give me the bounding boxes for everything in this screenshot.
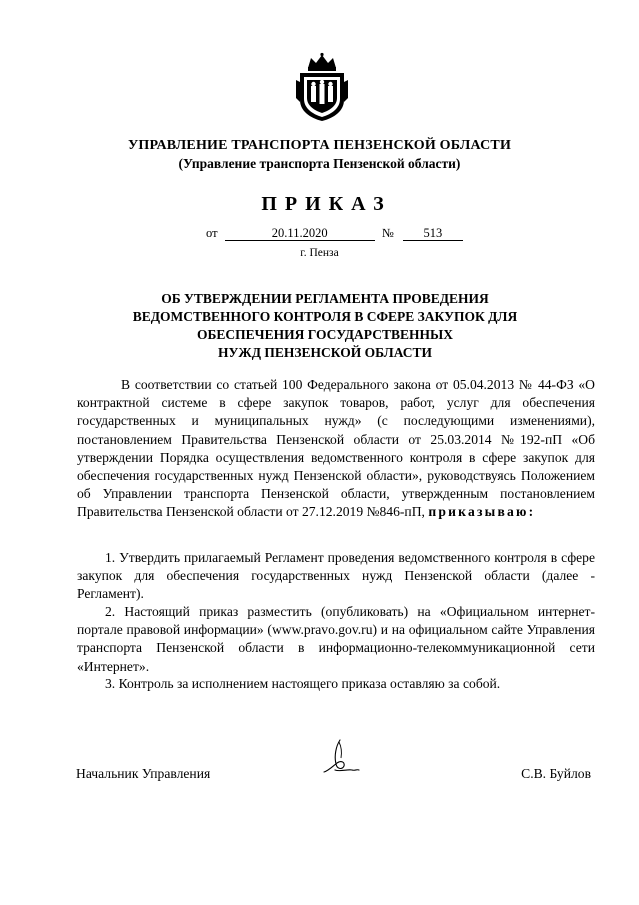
subject-line: ОБ УТВЕРЖДЕНИИ РЕГЛАМЕНТА ПРОВЕДЕНИЯ xyxy=(161,291,489,306)
preamble-paragraph xyxy=(77,376,595,522)
subject-line: ОБЕСПЕЧЕНИЯ ГОСУДАРСТВЕННЫХ xyxy=(197,327,453,342)
subject-line: ВЕДОМСТВЕННОГО КОНТРОЛЯ В СФЕРЕ ЗАКУПОК ДЛЯ xyxy=(132,309,518,324)
handwritten-signature-icon xyxy=(318,736,362,784)
order-item-2: 2. Настоящий приказ разместить (опубликовать) на «Официальном интернет-портале правовой информации» (www.pravo.gov.ru) и на официальном сайте Управления транспорта Пензенской области в информационно-телекоммуникационной сети «Интернет». xyxy=(77,604,595,674)
penza-region-coat-of-arms-icon xyxy=(294,52,350,122)
organization-short-name: (Управление транспорта Пензенской области) xyxy=(178,156,461,171)
order-word: приказываю: xyxy=(428,504,536,520)
order-date: 20.11.2020 xyxy=(225,226,375,241)
order-number: 513 xyxy=(403,226,463,241)
document-title: ПРИКАЗ xyxy=(261,193,392,215)
number-label: № xyxy=(381,226,394,240)
order-date-number-line xyxy=(206,226,463,241)
subject-line: НУЖД ПЕНЗЕНСКОЙ ОБЛАСТИ xyxy=(217,345,433,360)
from-label: от xyxy=(206,226,218,240)
signatory-name: С.В. Буйлов xyxy=(521,766,591,781)
order-item-3: 3. Контроль за исполнением настоящего приказа оставляю за собой. xyxy=(105,676,501,691)
organization-name: УПРАВЛЕНИЕ ТРАНСПОРТА ПЕНЗЕНСКОЙ ОБЛАСТИ xyxy=(127,138,512,153)
order-subject xyxy=(110,290,540,362)
signatory-position: Начальник Управления xyxy=(76,766,211,781)
issue-city: г. Пенза xyxy=(300,247,339,259)
order-item-1: 1. Утвердить прилагаемый Регламент проведения ведомственного контроля в сфере закупок для обеспечения государственных нужд Пензенской области (далее - Регламент). xyxy=(77,550,595,602)
preamble-text: В соответствии со статьей 100 Федерального закона от 05.04.2013 № 44-ФЗ «О контрактной системе в сфере закупок товаров, работ, услуг для обеспечения государственных и муниципальных нужд» (с последующими изменениями), постановлением Правительства Пензенской области от 25.03.2014 №192-пП «Об утверждении Порядка осуществления ведомственного контроля в сфере закупок для обеспечения государственных нужд Пензенской области», руководствуясь Положением об Управлении транспорта Пензенской области, утвержденным постановлением Правительства Пензенской области от 27.12.2019 №846-пП, xyxy=(77,377,595,520)
